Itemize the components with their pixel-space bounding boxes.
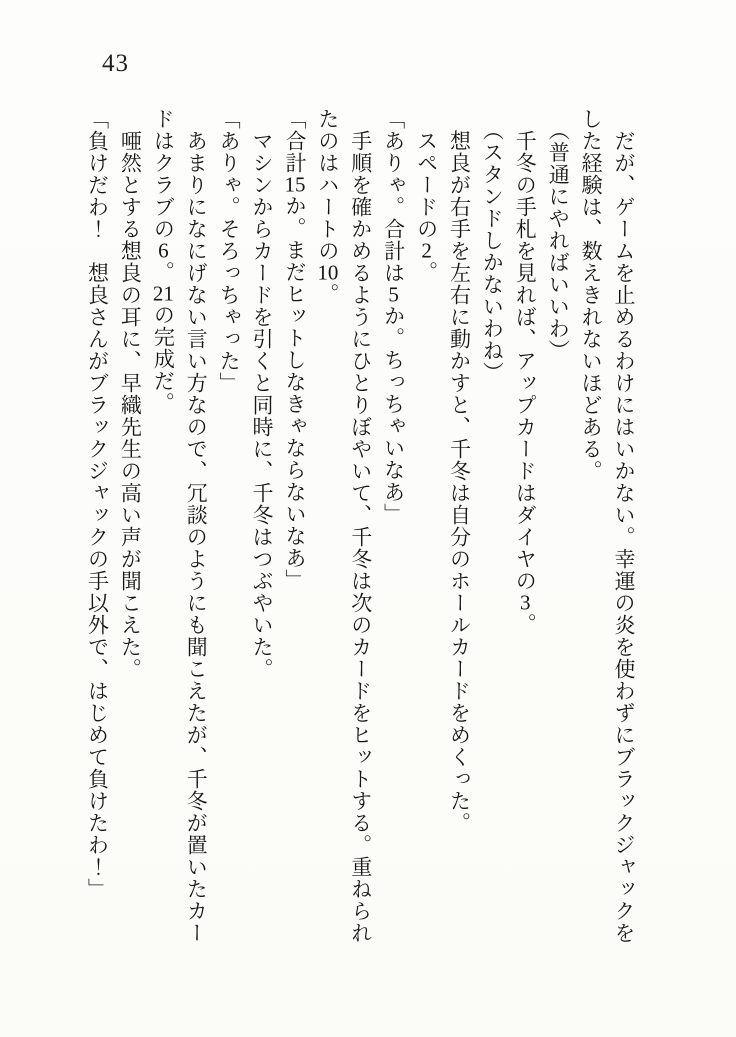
text-column: （普通にやればいいわ） [546,108,571,362]
text-column: 千冬の手札を見れば、アップカードはダイヤの3。 [513,108,538,635]
text-column: 「合計15か。まだヒットしなきゃならないなあ」 [282,108,307,591]
tcy-number: 15 [284,174,306,195]
text-column: たのはハートの10。 [315,108,340,305]
text-column: あまりになにげない言い方なので、冗談のようにも聞こえたが、千冬が置いたカー [184,108,209,944]
text-column: 手順を確かめるようにひとりぼやいて、千冬は次のカードをヒットする。重ねられ [348,108,373,944]
text-column: 想良が右手を左右に動かすと、千冬は自分のホールカードをめくった。 [447,108,472,834]
tcy-number: 6 [158,240,169,261]
text-column: 唖然とする想良の耳に、早織先生の高い声が聞こえた。 [118,108,143,680]
tcy-number: 21 [152,283,174,304]
text-column: 「ありゃ。そろっちゃった」 [217,108,242,394]
tcy-number: 10 [317,262,339,283]
text-column: だが、ゲームを止めるわけにはいかない。幸運の炎を使わずにブラックジャックを [612,108,636,944]
tcy-number: 2 [421,240,432,261]
text-column: マシンからカードを引くと同時に、千冬はつぶやいた。 [250,108,275,680]
tcy-number: 5 [388,284,399,305]
tcy-number: 3 [520,592,531,613]
text-column: 「ありゃ。合計は5か。ちっちゃいなあ」 [381,108,406,525]
text-column: スペードの2。 [414,108,439,283]
page-number: 43 [102,50,129,77]
text-column: （スタンドしかないわね） [480,108,505,384]
text-column: ドはクラブの6。21の完成だ。 [151,108,176,414]
vertical-text-block [80,108,640,964]
text-column: 「負けだわ！ 想良さんがブラックジャックの手以外で、はじめて負けたわ！」 [85,108,110,900]
text-column: した経験は、数えきれないほどある。 [579,108,604,482]
